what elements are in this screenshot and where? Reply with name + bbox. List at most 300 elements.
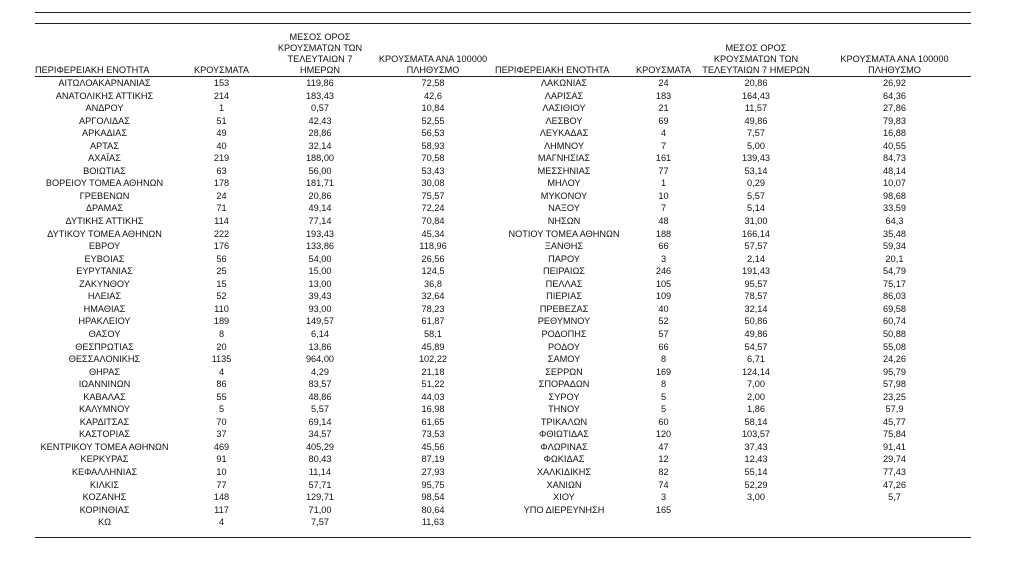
right-region-cell: ΝΑΞΟΥ <box>548 203 580 214</box>
left-avg-7day-cell: 119,86 <box>306 78 334 89</box>
left-per-100k-cell: 56,53 <box>421 128 445 139</box>
left-avg-7day-cell: 80,43 <box>308 454 332 465</box>
right-cases-cell: 5 <box>660 404 667 415</box>
left-avg-7day-cell: 405,29 <box>305 441 335 452</box>
right-avg-7day-cell: 7,00 <box>747 379 765 390</box>
right-cases-cell: 12 <box>658 454 669 465</box>
right-per-100k-cell: 77,43 <box>883 466 906 477</box>
header-cases-left: ΚΡΟΥΣΜΑΤΑ <box>174 32 269 77</box>
header-region-left: ΠΕΡΙΦΕΡΕΙΑΚΗ ΕΝΟΤΗΤΑ <box>35 32 174 77</box>
table-row <box>35 403 971 416</box>
left-region-cell: ΚΕΦΑΛΛΗΝΙΑΣ <box>71 466 138 477</box>
right-region-cell: ΛΗΜΝΟΥ <box>543 140 585 151</box>
left-region-cell: ΗΡΑΚΛΕΙΟΥ <box>78 316 131 327</box>
left-per-100k-cell: 45,34 <box>421 228 445 239</box>
table-row <box>35 90 971 103</box>
left-region-cell: ΔΥΤΙΚΗΣ ΑΤΤΙΚΗΣ <box>65 216 144 227</box>
left-cases-cell: 153 <box>213 78 230 89</box>
right-region-cell: ΜΑΓΝΗΣΙΑΣ <box>537 153 591 164</box>
right-region-cell: ΠΕΙΡΑΙΩΣ <box>543 266 585 277</box>
table-row <box>35 315 971 328</box>
left-per-100k-cell: 27,93 <box>421 466 445 477</box>
left-avg-7day-cell: 83,57 <box>308 379 332 390</box>
right-avg-7day-cell: 2,14 <box>747 253 765 264</box>
right-cases-cell: 57 <box>658 328 669 339</box>
left-cases-cell: 49 <box>216 128 227 139</box>
top-rule <box>35 12 971 13</box>
left-avg-7day-cell: 181,71 <box>305 178 335 189</box>
header-avg-left <box>269 32 371 77</box>
table-row <box>35 366 971 379</box>
right-region-cell: ΧΙΟΥ <box>553 492 575 503</box>
left-cases-cell: 70 <box>216 416 227 427</box>
right-cases-cell: 161 <box>655 153 672 164</box>
left-avg-7day-cell: 69,14 <box>308 416 332 427</box>
left-per-100k-cell: 70,58 <box>421 153 445 164</box>
right-region-cell: ΥΠΟ ΔΙΕΡΕΥΝΗΣΗ <box>523 504 605 515</box>
table-row <box>35 441 971 454</box>
right-avg-7day-cell: 52,29 <box>744 479 768 490</box>
left-per-100k-cell: 87,19 <box>421 454 445 465</box>
table-body <box>35 77 971 529</box>
header-per100k-line: ΚΡΟΥΣΜΑΤΑ ΑΝΑ 100000 <box>378 54 488 64</box>
table-row <box>35 479 971 492</box>
right-region-cell: ΦΩΚΙΔΑΣ <box>543 454 585 465</box>
left-cases-cell: 469 <box>213 441 230 452</box>
right-per-100k-cell: 45,77 <box>883 416 906 427</box>
left-cases-cell: 148 <box>213 492 230 503</box>
left-per-100k-cell: 32,64 <box>421 291 445 302</box>
right-avg-7day-cell: 95,57 <box>744 278 768 289</box>
left-per-100k-cell: 58,1 <box>424 328 442 339</box>
header-per100k-right <box>818 32 971 77</box>
right-region-cell: ΜΥΚΟΝΟΥ <box>540 190 588 201</box>
left-region-cell: ΖΑΚΥΝΘΟΥ <box>79 278 130 289</box>
right-region-cell: ΛΑΚΩΝΙΑΣ <box>540 78 588 89</box>
left-per-100k-cell: 52,55 <box>421 115 445 126</box>
right-cases-cell: 77 <box>658 165 669 176</box>
left-avg-7day-cell: 188,00 <box>305 153 335 164</box>
left-per-100k-cell: 98,54 <box>421 492 445 503</box>
left-region-cell: ΚΟΡΙΝΘΙΑΣ <box>79 504 130 515</box>
left-avg-7day-cell: 93,00 <box>308 303 332 314</box>
left-region-cell: ΕΥΡΥΤΑΝΙΑΣ <box>76 266 133 277</box>
left-avg-7day-cell: 129,71 <box>305 492 335 503</box>
right-region-cell: ΠΕΛΛΑΣ <box>545 278 583 289</box>
header-avg-line: ΚΡΟΥΣΜΑΤΩΝ ΤΩΝ <box>277 43 363 53</box>
table-header-row <box>35 32 971 77</box>
right-avg-7day-cell: 6,71 <box>747 354 765 365</box>
left-cases-cell: 37 <box>216 429 227 440</box>
left-per-100k-cell: 72,24 <box>421 203 445 214</box>
left-per-100k-cell: 58,93 <box>421 140 445 151</box>
header-cases-right: ΚΡΟΥΣΜΑΤΑ <box>633 32 694 77</box>
left-avg-7day-cell: 34,57 <box>308 429 332 440</box>
left-cases-cell: 4 <box>218 366 225 377</box>
left-region-cell: ΚΕΝΤΡΙΚΟΥ ΤΟΜΕΑ ΑΘΗΝΩΝ <box>40 441 169 452</box>
left-cases-cell: 5 <box>218 404 225 415</box>
right-avg-7day-cell: 7,57 <box>747 128 765 139</box>
right-per-100k-cell: 57,9 <box>885 404 904 415</box>
table-row <box>35 165 971 178</box>
left-region-cell: ΘΕΣΠΡΩΤΙΑΣ <box>75 341 134 352</box>
left-region-cell: ΚΩ <box>98 517 111 528</box>
left-cases-cell: 51 <box>216 115 227 126</box>
right-per-100k-cell: 48,14 <box>883 165 906 176</box>
left-per-100k-cell: 30,08 <box>421 178 445 189</box>
right-region-cell: ΡΕΘΥΜΝΟΥ <box>537 316 591 327</box>
table-row <box>35 340 971 353</box>
table-row <box>35 504 971 517</box>
left-per-100k-cell: 102,22 <box>418 354 448 365</box>
right-cases-cell: 66 <box>658 241 669 252</box>
left-region-cell: ΚΟΖΑΝΗΣ <box>82 492 127 503</box>
right-region-cell: ΛΑΡΙΣΑΣ <box>544 90 584 101</box>
right-region-cell: ΤΡΙΚΑΛΩΝ <box>540 416 588 427</box>
header-avg-line: ΤΕΛΕΥΤΑΙΩΝ 7 ΗΜΕΡΩΝ <box>702 65 810 75</box>
left-avg-7day-cell: 149,57 <box>305 316 335 327</box>
right-region-cell: ΛΑΣΙΘΙΟΥ <box>542 103 586 114</box>
header-avg-line: ΚΡΟΥΣΜΑΤΩΝ ΤΩΝ <box>713 54 799 64</box>
right-per-100k-cell: 95,79 <box>883 366 906 377</box>
left-region-cell: ΚΑΒΑΛΑΣ <box>83 391 126 402</box>
header-avg-line: ΜΕΣΟΣ ΟΡΟΣ <box>289 32 351 42</box>
right-avg-7day-cell: 5,57 <box>747 190 765 201</box>
table-row <box>35 102 971 115</box>
right-avg-7day-cell: 0,29 <box>747 178 765 189</box>
right-cases-cell: 7 <box>660 140 667 151</box>
right-avg-7day-cell <box>694 504 818 517</box>
left-avg-7day-cell: 71,00 <box>308 504 332 515</box>
left-cases-cell: 40 <box>216 140 227 151</box>
right-per-100k-cell: 20,1 <box>885 253 904 264</box>
right-avg-7day-cell: 55,14 <box>744 466 768 477</box>
header-per100k-left <box>371 32 495 77</box>
right-cases-cell: 21 <box>658 103 669 114</box>
left-per-100k-cell: 42,6 <box>424 90 442 101</box>
left-region-cell: ΑΙΤΩΛΟΑΚΑΡΝΑΝΙΑΣ <box>58 78 151 89</box>
right-cases-cell: 7 <box>660 203 667 214</box>
left-region-cell: ΚΑΣΤΟΡΙΑΣ <box>78 429 130 440</box>
left-region-cell: ΒΟΡΕΙΟΥ ΤΟΜΕΑ ΑΘΗΝΩΝ <box>45 178 164 189</box>
table-row <box>35 215 971 228</box>
left-per-100k-cell: 51,22 <box>421 379 445 390</box>
right-region-cell <box>495 516 633 529</box>
right-avg-7day-cell: 191,43 <box>741 266 771 277</box>
left-cases-cell: 86 <box>216 379 227 390</box>
right-per-100k-cell <box>818 504 971 517</box>
table-row <box>35 353 971 366</box>
right-region-cell: ΜΗΛΟΥ <box>547 178 581 189</box>
right-cases-cell: 105 <box>655 278 672 289</box>
table-row <box>35 428 971 441</box>
left-region-cell: ΘΑΣΟΥ <box>88 328 121 339</box>
left-region-cell: ΗΜΑΘΙΑΣ <box>83 303 126 314</box>
right-cases-cell: 82 <box>658 466 669 477</box>
table-row <box>35 77 971 90</box>
left-per-100k-cell: 53,43 <box>421 165 445 176</box>
table-row <box>35 240 971 253</box>
left-avg-7day-cell: 11,14 <box>308 466 332 477</box>
left-cases-cell: 63 <box>216 165 227 176</box>
left-cases-cell: 117 <box>214 504 229 515</box>
right-per-100k-cell <box>818 516 971 529</box>
left-region-cell: ΚΑΛΥΜΝΟΥ <box>78 404 131 415</box>
left-avg-7day-cell: 133,86 <box>305 241 335 252</box>
left-region-cell: ΕΒΡΟΥ <box>88 241 121 252</box>
left-region-cell: ΗΛΕΙΑΣ <box>87 291 122 302</box>
left-region-cell: ΑΡΚΑΔΙΑΣ <box>81 128 127 139</box>
right-region-cell: ΛΕΥΚΑΔΑΣ <box>539 128 589 139</box>
left-per-100k-cell: 26,56 <box>421 253 445 264</box>
right-cases-cell: 183 <box>655 90 672 101</box>
left-per-100k-cell: 61,87 <box>421 316 445 327</box>
right-cases-cell: 10 <box>658 190 669 201</box>
right-avg-7day-cell: 5,00 <box>747 140 765 151</box>
right-region-cell: ΤΗΝΟΥ <box>548 404 580 415</box>
table-row <box>35 202 971 215</box>
right-cases-cell: 8 <box>660 379 667 390</box>
left-avg-7day-cell: 183,43 <box>305 90 335 101</box>
left-avg-7day-cell: 39,43 <box>308 291 332 302</box>
right-avg-7day-cell: 57,57 <box>744 241 768 252</box>
table-row <box>35 491 971 504</box>
header-per100k-line: ΠΛΗΘΥΣΜΟ <box>868 65 921 75</box>
left-region-cell: ΚΑΡΔΙΤΣΑΣ <box>79 416 130 427</box>
left-avg-7day-cell: 49,14 <box>308 203 332 214</box>
right-per-100k-cell: 23,25 <box>883 391 906 402</box>
left-cases-cell: 91 <box>216 454 227 465</box>
left-cases-cell: 110 <box>214 303 229 314</box>
right-avg-7day-cell: 139,43 <box>741 153 771 164</box>
right-cases-cell: 69 <box>658 115 669 126</box>
left-per-100k-cell: 44,03 <box>421 391 445 402</box>
table-row <box>35 290 971 303</box>
right-avg-7day-cell: 103,57 <box>741 429 771 440</box>
cases-table <box>35 32 971 529</box>
right-avg-7day-cell: 12,43 <box>744 454 768 465</box>
right-per-100k-cell: 64,36 <box>883 90 906 101</box>
right-avg-7day-cell: 54,57 <box>744 341 768 352</box>
left-cases-cell: 71 <box>216 203 227 214</box>
table-row <box>35 466 971 479</box>
header-region-right: ΠΕΡΙΦΕΡΕΙΑΚΗ ΕΝΟΤΗΤΑ <box>495 32 633 77</box>
right-cases-cell: 3 <box>660 492 667 503</box>
right-region-cell: ΧΑΝΙΩΝ <box>546 479 582 490</box>
left-region-cell: ΑΧΑΪΑΣ <box>88 153 121 164</box>
table-row <box>35 303 971 316</box>
right-per-100k-cell: 33,59 <box>883 203 906 214</box>
right-avg-7day-cell: 166,14 <box>741 228 771 239</box>
right-cases-cell: 1 <box>660 178 667 189</box>
left-per-100k-cell: 70,84 <box>421 216 445 227</box>
right-region-cell: ΣΑΜΟΥ <box>547 354 581 365</box>
left-avg-7day-cell: 964,00 <box>305 354 335 365</box>
left-per-100k-cell: 45,89 <box>421 341 445 352</box>
right-avg-7day-cell: 5,14 <box>747 203 765 214</box>
left-region-cell: ΔΥΤΙΚΟΥ ΤΟΜΕΑ ΑΘΗΝΩΝ <box>47 228 162 239</box>
left-cases-cell: 8 <box>218 328 225 339</box>
left-cases-cell: 15 <box>216 278 227 289</box>
left-cases-cell: 114 <box>214 216 229 227</box>
left-avg-7day-cell: 6,14 <box>311 328 329 339</box>
left-avg-7day-cell: 54,00 <box>308 253 332 264</box>
right-per-100k-cell: 40,55 <box>883 140 906 151</box>
right-avg-7day-cell: 53,14 <box>744 165 768 176</box>
left-cases-cell: 1135 <box>211 354 232 365</box>
right-avg-7day-cell: 32,14 <box>744 303 768 314</box>
right-avg-7day-cell: 58,14 <box>744 416 768 427</box>
left-region-cell: ΘΗΡΑΣ <box>88 366 121 377</box>
right-cases-cell: 66 <box>658 341 669 352</box>
right-avg-7day-cell <box>694 516 818 529</box>
right-per-100k-cell: 75,17 <box>883 278 906 289</box>
right-region-cell: ΞΑΝΘΗΣ <box>544 241 584 252</box>
left-avg-7day-cell: 13,86 <box>308 341 332 352</box>
right-cases-cell <box>633 516 694 529</box>
right-cases-cell: 8 <box>660 354 667 365</box>
right-per-100k-cell: 54,79 <box>883 266 906 277</box>
table-row <box>35 391 971 404</box>
left-cases-cell: 222 <box>213 228 230 239</box>
right-per-100k-cell: 35,48 <box>883 228 906 239</box>
left-avg-7day-cell: 7,57 <box>311 517 329 528</box>
left-per-100k-cell: 75,57 <box>421 190 445 201</box>
left-avg-7day-cell: 193,43 <box>305 228 335 239</box>
right-avg-7day-cell: 124,14 <box>741 366 771 377</box>
right-region-cell: ΠΡΕΒΕΖΑΣ <box>539 303 589 314</box>
right-avg-7day-cell: 1,86 <box>747 404 765 415</box>
left-per-100k-cell: 80,64 <box>421 504 445 515</box>
left-avg-7day-cell: 0,57 <box>311 103 329 114</box>
right-per-100k-cell: 69,58 <box>883 303 906 314</box>
right-cases-cell: 47 <box>658 441 669 452</box>
left-per-100k-cell: 95,75 <box>421 479 445 490</box>
left-region-cell: ΑΡΤΑΣ <box>90 140 119 151</box>
right-cases-cell: 48 <box>658 216 669 227</box>
left-cases-cell: 4 <box>218 517 225 528</box>
right-region-cell: ΠΙΕΡΙΑΣ <box>546 291 582 302</box>
right-cases-cell: 4 <box>660 128 667 139</box>
right-per-100k-cell: 98,68 <box>883 190 906 201</box>
right-region-cell: ΣΕΡΡΩΝ <box>545 366 583 377</box>
right-region-cell: ΦΘΙΩΤΙΔΑΣ <box>538 429 589 440</box>
left-region-cell: ΘΕΣΣΑΛΟΝΙΚΗΣ <box>68 354 141 365</box>
left-avg-7day-cell: 15,00 <box>308 266 332 277</box>
table-row <box>35 416 971 429</box>
header-per100k-line: ΠΛΗΘΥΣΜΟ <box>406 65 460 75</box>
right-per-100k-cell: 59,34 <box>883 241 906 252</box>
left-cases-cell: 10 <box>216 466 227 477</box>
left-cases-cell: 176 <box>213 241 230 252</box>
left-avg-7day-cell: 77,14 <box>308 216 332 227</box>
table-row <box>35 328 971 341</box>
right-avg-7day-cell: 49,86 <box>744 115 768 126</box>
left-cases-cell: 20 <box>216 341 227 352</box>
left-region-cell: ΙΩΑΝΝΙΝΩΝ <box>78 379 131 390</box>
right-cases-cell: 52 <box>658 316 669 327</box>
right-cases-cell: 169 <box>655 366 672 377</box>
left-per-100k-cell: 10,84 <box>421 103 445 114</box>
header-per100k-line: ΚΡΟΥΣΜΑΤΑ ΑΝΑ 100000 <box>840 54 949 64</box>
right-region-cell: ΠΑΡΟΥ <box>548 253 580 264</box>
right-per-100k-cell: 64,3 <box>885 216 904 227</box>
left-cases-cell: 55 <box>216 391 227 402</box>
right-region-cell: ΜΕΣΣΗΝΙΑΣ <box>537 165 591 176</box>
left-avg-7day-cell: 5,57 <box>311 404 329 415</box>
left-avg-7day-cell: 28,86 <box>308 128 332 139</box>
table-row <box>35 378 971 391</box>
left-avg-7day-cell: 4,29 <box>311 366 329 377</box>
right-cases-cell: 5 <box>660 391 667 402</box>
right-cases-cell: 109 <box>655 291 672 302</box>
left-cases-cell: 25 <box>216 266 227 277</box>
left-cases-cell: 52 <box>216 291 227 302</box>
left-cases-cell: 214 <box>213 90 230 101</box>
right-avg-7day-cell: 49,86 <box>744 328 768 339</box>
left-cases-cell: 178 <box>213 178 230 189</box>
right-region-cell: ΝΟΤΙΟΥ ΤΟΜΕΑ ΑΘΗΝΩΝ <box>508 228 620 239</box>
left-avg-7day-cell: 57,71 <box>308 479 332 490</box>
left-per-100k-cell: 36,8 <box>424 278 442 289</box>
left-avg-7day-cell: 56,00 <box>308 165 332 176</box>
right-region-cell: ΣΥΡΟΥ <box>548 391 580 402</box>
table-row <box>35 253 971 266</box>
right-cases-cell: 40 <box>658 303 669 314</box>
right-per-100k-cell: 47,26 <box>883 479 906 490</box>
right-avg-7day-cell: 78,57 <box>744 291 768 302</box>
left-cases-cell: 56 <box>216 253 227 264</box>
right-per-100k-cell: 50,88 <box>883 328 906 339</box>
table-row <box>35 453 971 466</box>
table-row <box>35 190 971 203</box>
left-avg-7day-cell: 13,00 <box>308 278 332 289</box>
left-per-100k-cell: 72,58 <box>421 78 445 89</box>
left-cases-cell: 1 <box>218 103 225 114</box>
right-per-100k-cell: 26,92 <box>883 78 906 89</box>
left-region-cell: ΚΕΡΚΥΡΑΣ <box>80 454 129 465</box>
right-region-cell: ΝΗΣΩΝ <box>547 216 581 227</box>
left-cases-cell: 24 <box>216 190 227 201</box>
right-per-100k-cell: 57,98 <box>883 379 906 390</box>
right-per-100k-cell: 84,73 <box>883 153 906 164</box>
left-per-100k-cell: 73,53 <box>421 429 445 440</box>
right-avg-7day-cell: 20,86 <box>744 78 768 89</box>
right-per-100k-cell: 55,08 <box>883 341 906 352</box>
right-cases-cell: 74 <box>658 479 669 490</box>
left-region-cell: ΑΡΓΟΛΙΔΑΣ <box>79 115 130 126</box>
right-per-100k-cell: 24,26 <box>883 354 906 365</box>
table-row <box>35 140 971 153</box>
left-cases-cell: 189 <box>213 316 230 327</box>
right-cases-cell: 120 <box>655 429 672 440</box>
table-row <box>35 516 971 529</box>
left-avg-7day-cell: 32,14 <box>308 140 332 151</box>
table-row <box>35 265 971 278</box>
right-cases-cell: 60 <box>658 416 669 427</box>
left-per-100k-cell: 124,5 <box>421 266 445 277</box>
right-cases-cell: 3 <box>660 253 667 264</box>
right-avg-7day-cell: 2,00 <box>747 391 765 402</box>
left-cases-cell: 219 <box>213 153 230 164</box>
right-avg-7day-cell: 50,86 <box>744 316 768 327</box>
right-cases-cell: 188 <box>655 228 672 239</box>
right-region-cell: ΣΠΟΡΑΔΩΝ <box>538 379 590 390</box>
right-avg-7day-cell: 37,43 <box>744 441 768 452</box>
right-per-100k-cell: 5,7 <box>888 492 901 503</box>
right-region-cell: ΡΟΔΟΠΗΣ <box>541 328 587 339</box>
right-per-100k-cell: 60,74 <box>883 316 906 327</box>
